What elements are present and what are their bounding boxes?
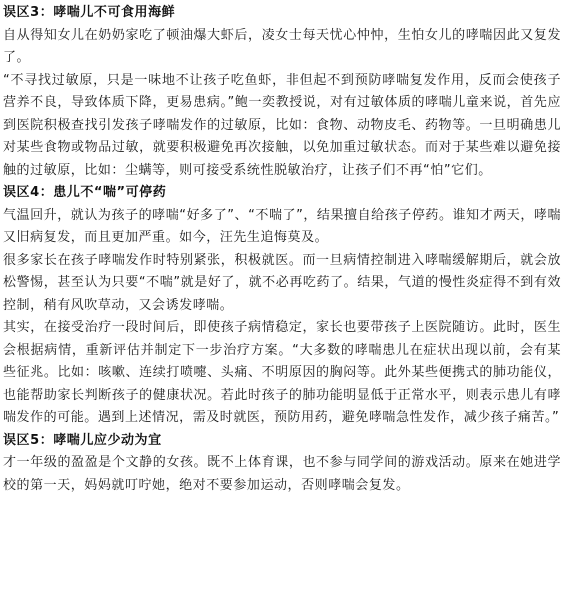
paragraph-myth-4-story: 气温回升，就认为孩子的哮喘“好多了”、“不喘了”，结果擅自给孩子停药。谁知才两天，哮喘又旧病复发，而且更加严重。如今，汪先生追悔莫及。	[3, 207, 561, 245]
paragraph-myth-3-story: 自从得知女儿在奶奶家吃了顿油爆大虾后，凌女士每天忧心忡忡，生怕女儿的哮喘因此又复发了。	[3, 27, 561, 65]
section-heading-myth-4: 误区4：患儿不“喘”可停药	[3, 185, 167, 200]
paragraph-myth-4-explanation: 很多家长在孩子哮喘发作时特别紧张，积极就医。而一旦病情控制进入哮喘缓解期后，就会放松警惕，甚至认为只要“不喘”就是好了，就不必再吃药了。结果，气道的慢性炎症得不到有效控制，稍有风吹草动，又会诱发哮喘。	[3, 252, 561, 313]
section-heading-myth-5: 误区5：哮喘儿应少动为宜	[3, 432, 162, 448]
paragraph-myth-3-advice: “不寻找过敏原，只是一味地不让孩子吃鱼虾，非但起不到预防哮喘复发作用，反而会使孩子营养不良，导致体质下降，更易患病。”鲍一奕教授说，对有过敏体质的哮喘儿童来说，首先应到医院积极查找引发孩子哮喘发作的过敏原，比如：食物、动物皮毛、药物等。一旦明确患儿对某些食物或物品过敏，就要积极避免再次接触，以免加重过敏状态。而对于某些难以避免接触的过敏原，比如：尘螨等，则可接受系统性脱敏治疗，让孩子们不再“怕”它们。	[3, 72, 561, 178]
section-heading-myth-3: 误区3：哮喘儿不可食用海鲜	[3, 5, 176, 20]
paragraph-myth-5-story: 才一年级的盈盈是个文静的女孩。既不上体育课，也不参与同学间的游戏活动。原来在她进学校的第一天，妈妈就叮咛她，绝对不要参加运动，否则哮喘会复发。	[3, 455, 561, 493]
article-body	[3, 2, 561, 497]
paragraph-myth-4-advice: 其实，在接受治疗一段时间后，即使孩子病情稳定，家长也要带孩子上医院随访。此时，医生会根据病情，重新评估并制定下一步治疗方案。“大多数的哮喘患儿在症状出现以前，会有某些征兆。比如：咳嗽、连续打喷嚏、头痛、不明原因的胸闷等。此外某些便携式的肺功能仪，也能帮助家长判断孩子的健康状况。若此时孩子的肺功能明显低于正常水平，则表示患儿有哮喘发作的可能。遇到上述情况，需及时就医，预防用药，避免哮喘急性发作，减少孩子痛苦。”	[3, 320, 561, 425]
